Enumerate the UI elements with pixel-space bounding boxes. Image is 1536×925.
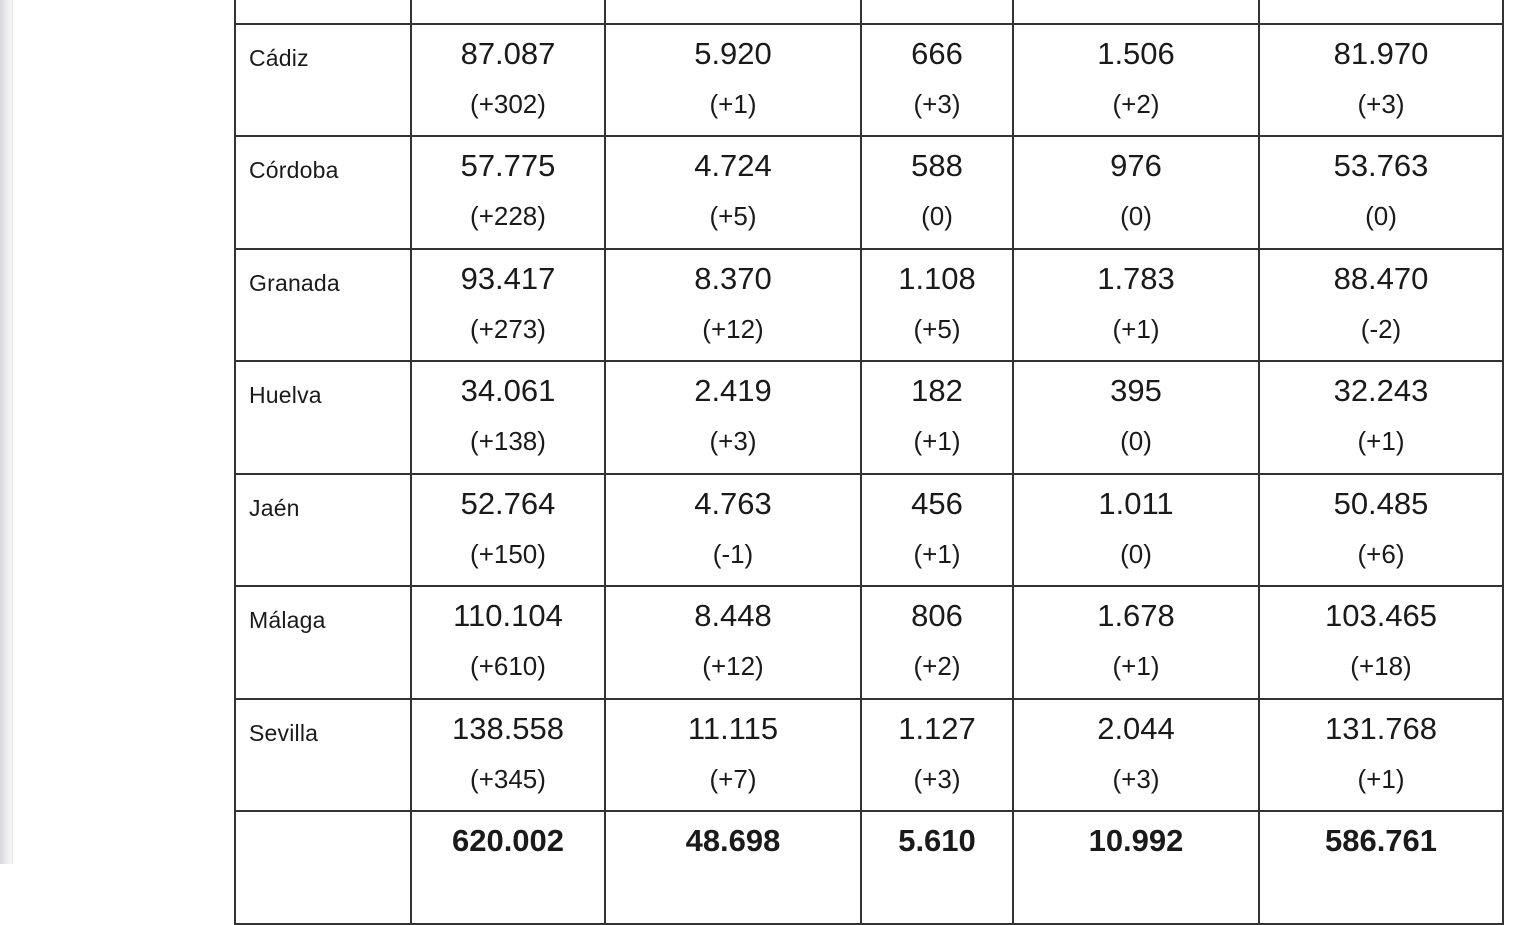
value-cell — [1013, 24, 1259, 137]
province-cell — [235, 699, 411, 812]
cell-value: 1.011 — [1098, 485, 1174, 521]
cell-value: 138.558 — [451, 710, 565, 746]
cell-value: 8.370 — [694, 260, 772, 296]
cell-value: 5.920 — [694, 35, 772, 71]
cell-value: 1.783 — [1097, 260, 1175, 296]
province-name: Córdoba — [249, 157, 339, 183]
covid-data-table-container — [234, 0, 1502, 925]
value-cell — [1013, 586, 1259, 699]
cell-daily-change: (+345) — [470, 763, 546, 794]
value-cell — [861, 0, 1013, 24]
value-cell — [1259, 136, 1503, 249]
value-cell — [411, 474, 605, 587]
province-cell — [235, 361, 411, 474]
province-cell — [235, 474, 411, 587]
cell-value: 5.610 — [898, 823, 976, 858]
province-cell — [235, 136, 411, 249]
table-row — [235, 24, 1503, 137]
cell-daily-change: (+150) — [470, 538, 546, 569]
cell-value: 8.448 — [694, 598, 772, 633]
cell-daily-change: (+5) — [709, 201, 757, 231]
value-cell — [411, 699, 605, 812]
value-cell — [1259, 811, 1503, 924]
cell-daily-change: (0) — [1120, 426, 1152, 456]
cell-daily-change: (-2) — [1360, 313, 1402, 344]
value-cell — [1013, 0, 1259, 24]
value-cell — [861, 586, 1013, 699]
cell-daily-change: (+610) — [470, 651, 546, 681]
province-cell — [235, 0, 411, 24]
value-cell — [411, 361, 605, 474]
cell-daily-change: (+1) — [1112, 313, 1160, 344]
table-row — [235, 699, 1503, 812]
cell-daily-change: (+1) — [913, 538, 961, 569]
cell-value: 110.104 — [453, 598, 563, 633]
table-row — [235, 474, 1503, 587]
value-cell — [861, 474, 1013, 587]
province-name: Málaga — [249, 607, 326, 633]
cell-daily-change: (+3) — [913, 88, 961, 119]
province-name: Jaén — [249, 494, 300, 521]
cell-daily-change: (0) — [921, 201, 953, 231]
province-cell — [235, 811, 411, 924]
covid-data-table — [234, 0, 1504, 925]
province-cell — [235, 249, 411, 362]
cell-daily-change: (+2) — [913, 651, 961, 681]
cell-value: 666 — [911, 35, 963, 71]
cell-value: 10.992 — [1088, 823, 1184, 858]
value-cell — [861, 811, 1013, 924]
cell-value: 2.419 — [694, 373, 772, 408]
cell-daily-change: (+302) — [470, 88, 546, 119]
cell-value: 48.698 — [685, 823, 781, 858]
cell-value: 88.470 — [1333, 260, 1429, 296]
cell-value: 976 — [1110, 148, 1162, 183]
value-cell — [1013, 811, 1259, 924]
cell-value: 806 — [911, 598, 963, 633]
cell-daily-change: (0) — [1120, 538, 1152, 569]
value-cell — [1013, 699, 1259, 812]
cell-value: 50.485 — [1333, 485, 1429, 521]
value-cell — [411, 0, 605, 24]
cell-daily-change: (-1) — [712, 538, 754, 569]
table-row — [235, 0, 1503, 24]
cell-daily-change: (+3) — [1112, 763, 1160, 794]
cell-daily-change: (0) — [1120, 201, 1152, 231]
cell-value: 395 — [1110, 373, 1162, 408]
value-cell — [605, 699, 861, 812]
cell-value: 1.678 — [1097, 598, 1175, 633]
cell-value: 87.087 — [460, 35, 556, 71]
cell-daily-change: (+12) — [702, 651, 764, 681]
value-cell — [411, 586, 605, 699]
value-cell — [861, 136, 1013, 249]
cell-value: 588 — [911, 148, 963, 183]
value-cell — [605, 136, 861, 249]
value-cell — [1013, 249, 1259, 362]
table-row — [235, 811, 1503, 924]
value-cell — [1259, 586, 1503, 699]
table-row — [235, 136, 1503, 249]
cell-daily-change: (+273) — [470, 313, 546, 344]
value-cell — [605, 361, 861, 474]
cell-value: 1.127 — [898, 710, 976, 746]
cell-daily-change: (+1) — [709, 88, 757, 119]
table-row — [235, 586, 1503, 699]
cell-daily-change: (+2) — [1112, 88, 1160, 119]
cell-value: 1.108 — [898, 260, 976, 296]
cell-daily-change: (+1) — [1112, 651, 1160, 681]
cell-daily-change: (+12) — [702, 313, 764, 344]
value-cell — [411, 24, 605, 137]
cell-value: 586.761 — [1324, 823, 1438, 858]
value-cell — [411, 136, 605, 249]
value-cell — [1259, 361, 1503, 474]
value-cell — [605, 811, 861, 924]
value-cell — [605, 0, 861, 24]
value-cell — [605, 474, 861, 587]
value-cell — [605, 249, 861, 362]
province-cell — [235, 24, 411, 137]
cell-daily-change: (+3) — [1357, 88, 1405, 119]
value-cell — [1013, 136, 1259, 249]
cell-value: 81.970 — [1333, 35, 1429, 71]
cell-value: 103.465 — [1324, 598, 1438, 633]
cell-daily-change: (0) — [1365, 201, 1397, 231]
value-cell — [411, 249, 605, 362]
cell-daily-change: (+18) — [1350, 651, 1412, 681]
value-cell — [1259, 249, 1503, 362]
cell-value: 93.417 — [460, 260, 556, 296]
cell-daily-change: (+3) — [709, 426, 757, 456]
cell-value: 57.775 — [460, 148, 556, 183]
value-cell — [861, 699, 1013, 812]
cell-value: 2.044 — [1097, 710, 1175, 746]
value-cell — [1013, 361, 1259, 474]
province-name: Granada — [249, 269, 340, 296]
value-cell — [1259, 474, 1503, 587]
province-name: Sevilla — [249, 719, 319, 746]
cell-value: 34.061 — [460, 373, 556, 408]
cell-value: 1.506 — [1097, 35, 1175, 71]
cell-value: 182 — [911, 373, 963, 408]
table-row — [235, 361, 1503, 474]
value-cell — [605, 586, 861, 699]
cell-value: 11.115 — [687, 710, 779, 746]
cell-daily-change: (+7) — [709, 763, 757, 794]
cell-daily-change: (+6) — [1357, 538, 1405, 569]
cell-daily-change: (+1) — [1357, 426, 1405, 456]
value-cell — [1259, 24, 1503, 137]
value-cell — [1259, 0, 1503, 24]
cell-daily-change: (+5) — [913, 313, 961, 344]
cell-value: 456 — [911, 485, 963, 521]
cell-daily-change: (+1) — [913, 426, 961, 456]
table-row — [235, 249, 1503, 362]
cell-value: 620.002 — [451, 823, 565, 858]
viewer-left-edge — [0, 0, 13, 864]
cell-value: 52.764 — [460, 485, 556, 521]
value-cell — [1013, 474, 1259, 587]
value-cell — [861, 249, 1013, 362]
cell-daily-change: (+228) — [470, 201, 546, 231]
cell-value: 32.243 — [1333, 373, 1429, 408]
cell-value: 53.763 — [1333, 148, 1429, 183]
value-cell — [605, 24, 861, 137]
cell-value: 4.763 — [694, 485, 772, 521]
value-cell — [1259, 699, 1503, 812]
cell-value: 131.768 — [1324, 710, 1438, 746]
value-cell — [861, 24, 1013, 137]
cell-daily-change: (+1) — [1357, 763, 1405, 794]
province-name: Cádiz — [249, 44, 309, 71]
value-cell — [861, 361, 1013, 474]
province-name: Huelva — [249, 382, 322, 408]
cell-daily-change: (+3) — [913, 763, 961, 794]
cell-daily-change: (+138) — [470, 426, 546, 456]
cell-value: 4.724 — [694, 148, 772, 183]
province-cell — [235, 586, 411, 699]
value-cell — [411, 811, 605, 924]
